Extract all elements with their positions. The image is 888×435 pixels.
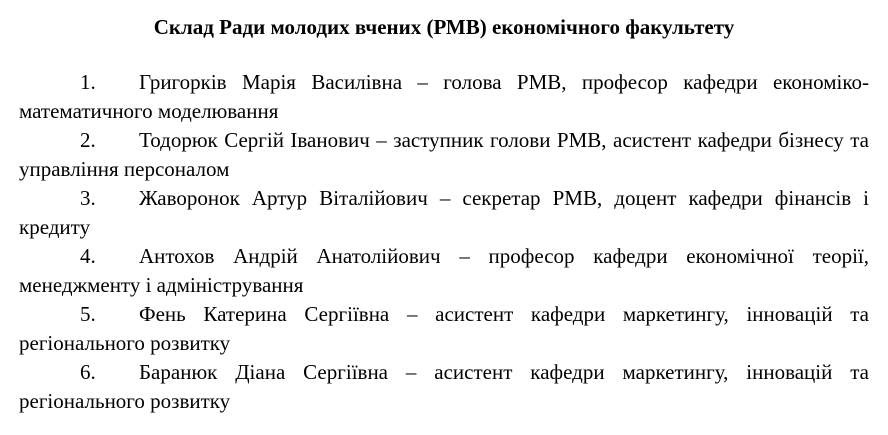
document-title: Склад Ради молодих вчених (РМВ) економічного факультету (153, 15, 735, 39)
list-item (19, 242, 869, 300)
item-text: Григорків Марія Василівна – голова РМВ, професор кафедри економіко-математичного моделювання (19, 70, 869, 123)
list-item (19, 126, 869, 184)
item-text: Жаворонок Артур Віталійович – секретар РМВ, доцент кафедри фінансів і кредиту (19, 186, 869, 239)
list-item (19, 358, 869, 416)
list-item (19, 68, 869, 126)
item-number: 1. (80, 70, 96, 94)
item-number: 4. (80, 244, 96, 268)
item-text: Антохов Андрій Анатолійович – професор кафедри економічної теорії, менеджменту і адміністрування (19, 244, 869, 297)
list-item (19, 184, 869, 242)
item-text: Фень Катерина Сергіївна – асистент кафедри маркетингу, інновацій та регіонального розвитку (19, 302, 869, 355)
item-text: Баранюк Діана Сергіївна – асистент кафедри маркетингу, інновацій та регіонального розвитку (19, 360, 869, 413)
item-number: 3. (80, 186, 96, 210)
list-item (19, 300, 869, 358)
item-number: 2. (80, 128, 96, 152)
item-number: 5. (80, 302, 96, 326)
item-text: Тодорюк Сергій Іванович – заступник голови РМВ, асистент кафедри бізнесу та управління персоналом (19, 128, 869, 181)
item-number: 6. (80, 360, 96, 384)
members-list (19, 68, 869, 416)
